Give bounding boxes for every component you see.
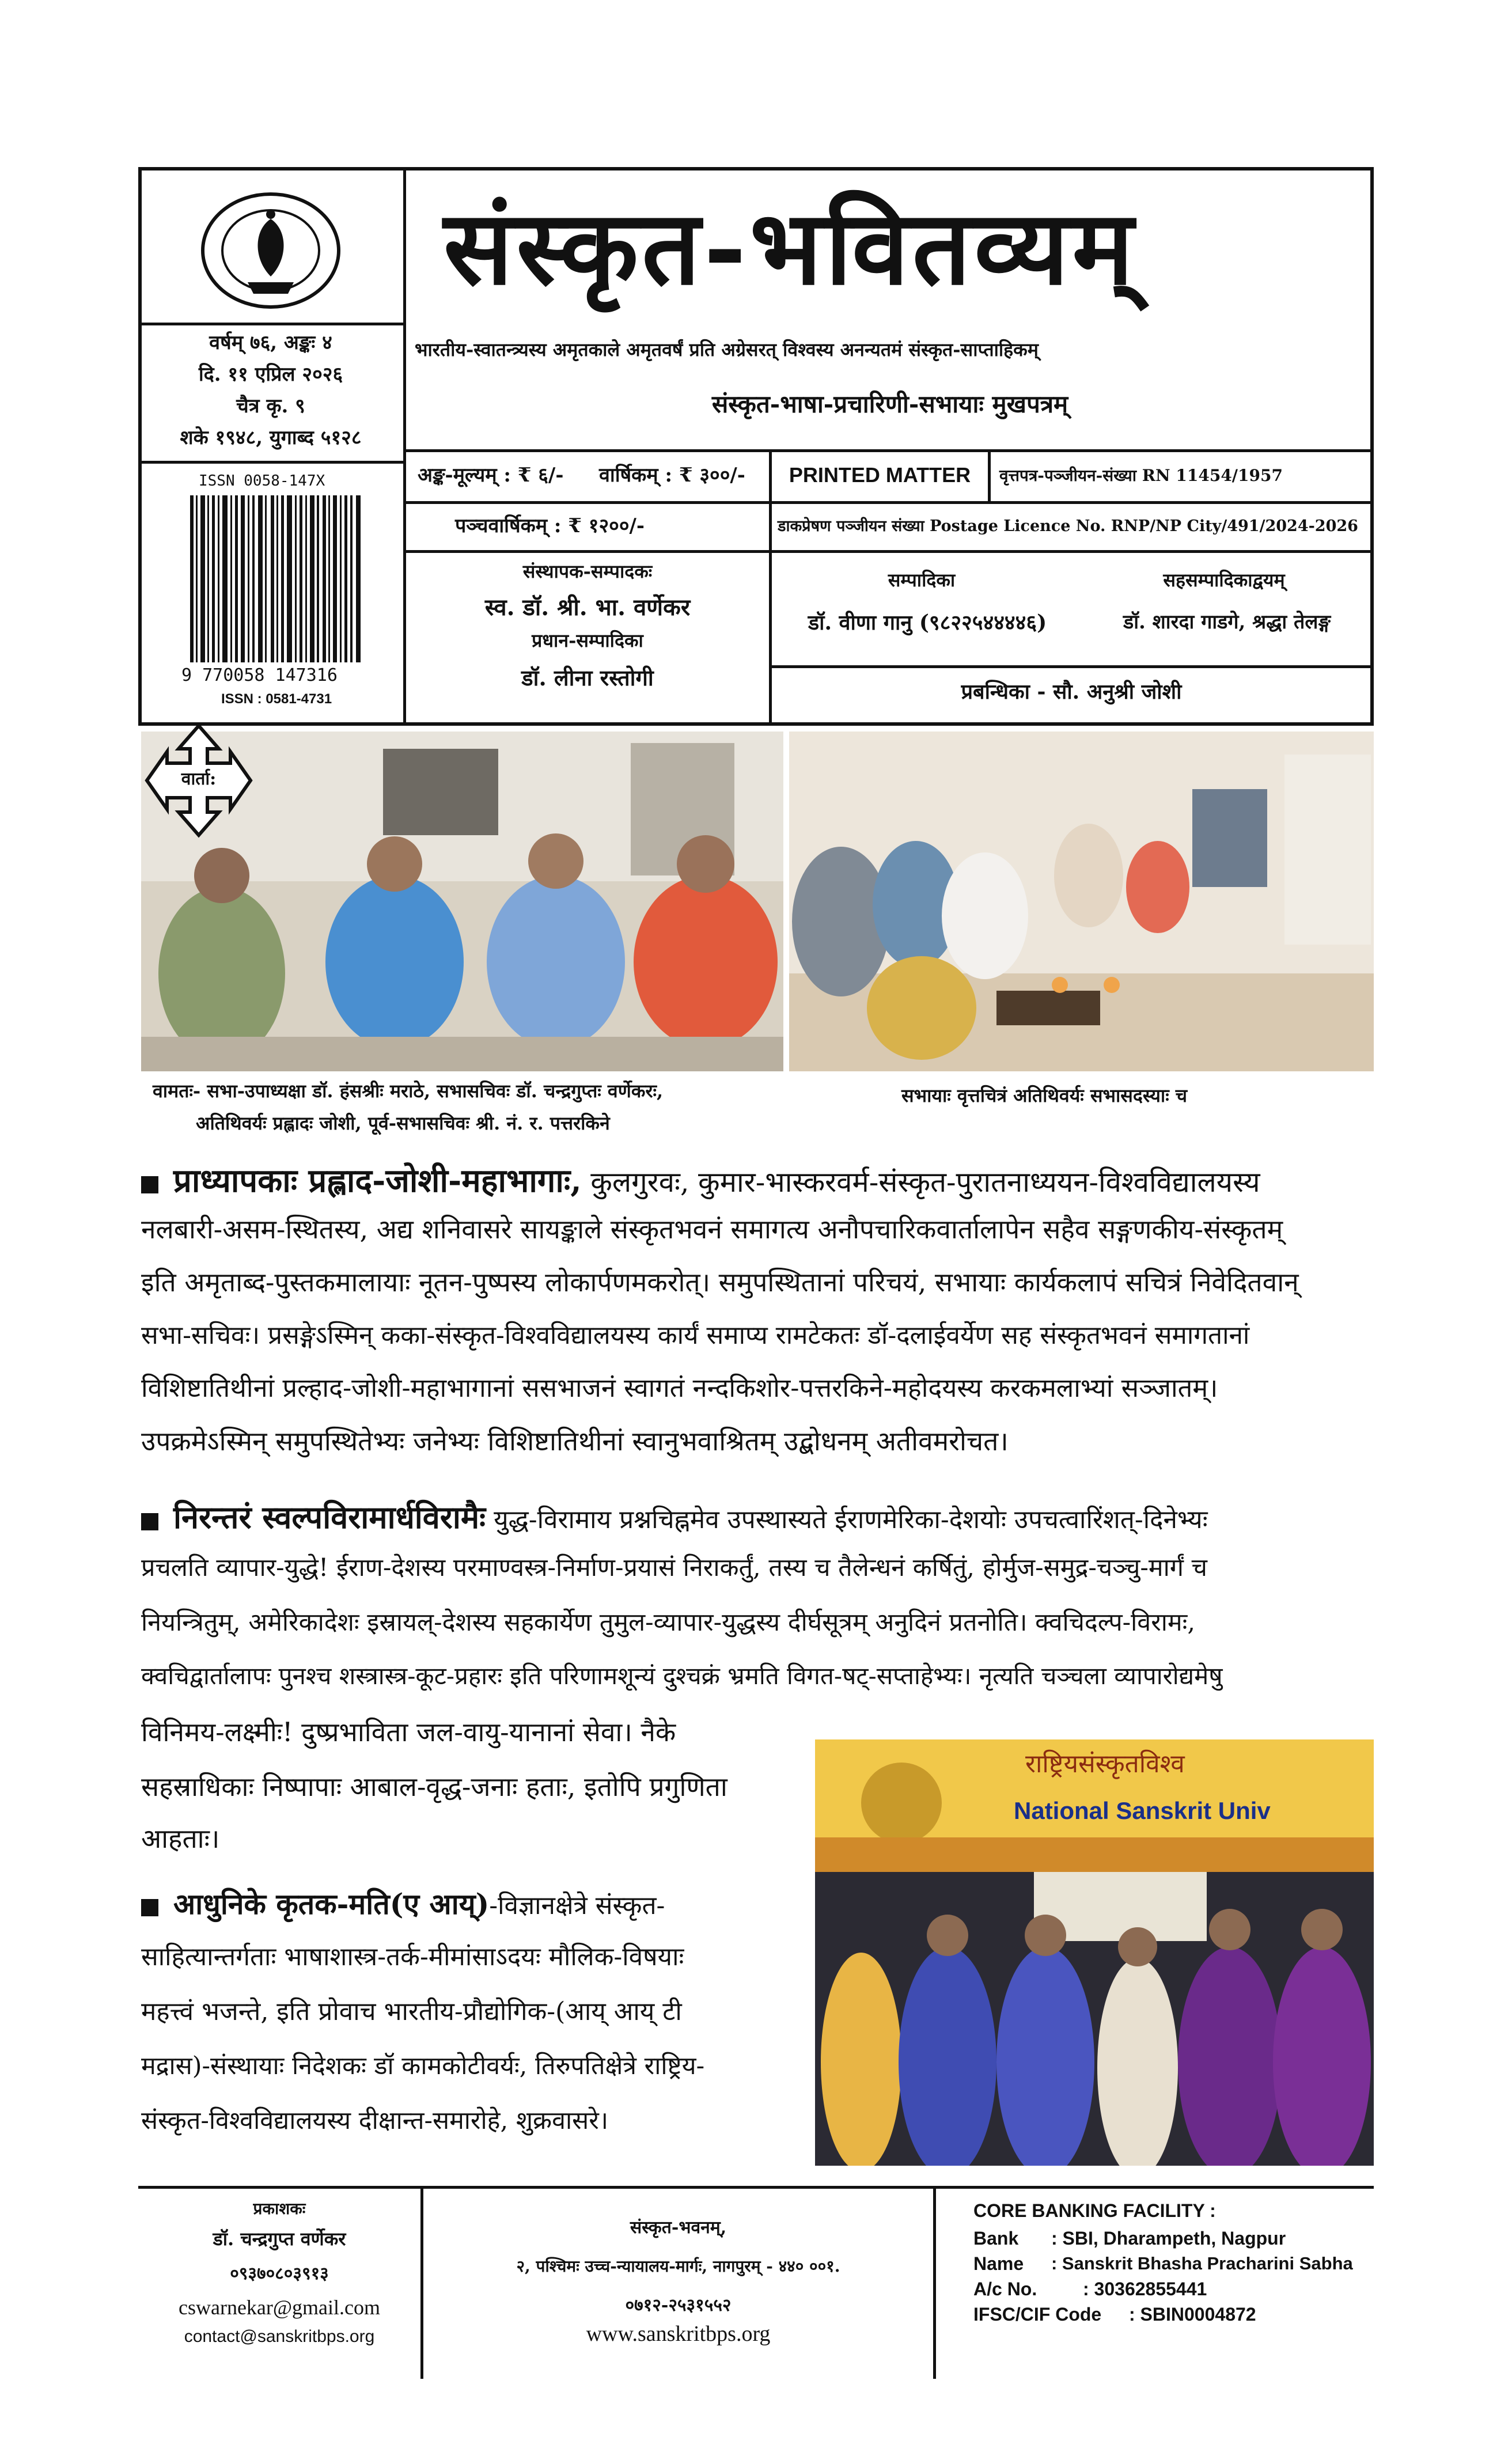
right-photo-caption: सभायाः वृत्तचित्रं अतिथिवर्यः सभासदस्याः च bbox=[901, 1085, 1188, 1106]
article-3-line-0 bbox=[141, 1883, 804, 1923]
bank-row-label: Bank bbox=[973, 2228, 1019, 2249]
grid-mid-line bbox=[403, 501, 1374, 504]
article-1-text: कुलगुरवः, कुमार-भास्करवर्म-संस्कृत-पुरातनाध्ययन-विश्वविद्यालयस्य bbox=[590, 1166, 1260, 1199]
article-2-text: युद्ध-विरामाय प्रश्नचिह्नमेव उपस्थास्यते ईराणमेरिका-देशयोः उपचत्वारिंशत्-दिनेभ्यः bbox=[494, 1505, 1208, 1534]
article-3-heading: आधुनिके कृतक-मति(ए आय्) bbox=[173, 1887, 490, 1921]
issn-bottom: ISSN : 0581-4731 bbox=[221, 691, 332, 707]
article-3-line-2: महत्त्वं भजन्ते, इति प्रोवाच भारतीय-प्रौद्योगिक-(आय् आय् टी bbox=[141, 1997, 682, 2026]
convocation-banner-hindi: राष्ट्रियसंस्कृतविश्व bbox=[1025, 1749, 1185, 1779]
bank-row-label: A/c No. bbox=[973, 2279, 1037, 2299]
address-phone: ०७१२-२५३१५५२ bbox=[625, 2295, 732, 2315]
coeditors-names: डॉ. शारदा गाडगे, श्रद्धा तेलङ्ग bbox=[1123, 611, 1331, 634]
article-2-line-5: सहस्राधिकाः निष्पापाः आबाल-वृद्ध-जनाः हताः, इतोपि प्रगुणिता bbox=[141, 1771, 727, 1802]
article-2-heading: निरन्तरं स्वल्पविरामार्धविरामैः bbox=[173, 1499, 486, 1536]
footer-divider-2 bbox=[933, 2189, 936, 2379]
article-3-line-4: संस्कृत-विश्वविद्यालयस्य दीक्षान्त-समारोहे, शुक्रवासरे। bbox=[141, 2106, 609, 2135]
bank-row-value: : Sanskrit Bhasha Pracharini Sabha bbox=[1051, 2253, 1353, 2273]
coeditors-label: सहसम्पादिकाद्वयम् bbox=[1163, 569, 1285, 591]
grid-manager-line bbox=[769, 665, 1374, 668]
bank-row-value: : SBI, Dharampeth, Nagpur bbox=[1051, 2228, 1286, 2249]
article-1-line-2: इति अमृताब्द-पुस्तकमालायाः नूतन-पुष्पस्य लोकार्पणमकरोत्। समुपस्थितानां परिचयं, सभायाः कार्यकलापं सचित्रं निवेदितवान् bbox=[141, 1267, 1299, 1298]
bank-row-label: IFSC/CIF Code bbox=[973, 2304, 1102, 2325]
article-3-line-3: मद्रास)-संस्थायाः निदेशकः डॉ कामकोटीवर्यः, तिरुपतिक्षेत्रे राष्ट्रिय- bbox=[141, 2052, 705, 2080]
news-badge-label: वार्ता: bbox=[181, 769, 217, 789]
article-1-line-0 bbox=[141, 1158, 1374, 1202]
article-1-line-3: सभा-सचिवः। प्रसङ्गेऽस्मिन् कका-संस्कृत-विश्वविद्यालयस्य कार्यं समाप्य रामटेकतः डॉ-दलाईवर्येण सह संस्कृतभवनं समागतानां bbox=[141, 1321, 1250, 1350]
article-1-line-4: विशिष्टातिथीनां प्रल्हाद-जोशी-महाभागानां ससभाजनं स्वागतं नन्दकिशोर-पत्तरकिने-महोदयस्य करकमलाभ्यां सञ्जातम्। bbox=[141, 1373, 1218, 1403]
publisher-label: प्रकाशकः bbox=[253, 2199, 306, 2218]
article-2-line-6: आहताः। bbox=[141, 1823, 220, 1854]
article-3-line-1: साहित्यान्तर्गताः भाषाशास्त्र-तर्क-मीमांसाऽदयः मौलिक-विषयाः bbox=[141, 1942, 684, 1972]
article-1-line-1: नलबारी-असम-स्थितस्य, अद्य शनिवासरे सायङ्काले संस्कृतभवनं समागत्य अनौपचारिकवार्तालापेन सहैव सङ्गणकीय-संस्कृतम् bbox=[141, 1214, 1283, 1245]
masthead-title: संस्कृत-भवितव्यम् bbox=[444, 187, 1137, 308]
issue-date: दि. ११ एप्रिल २०२६ bbox=[198, 363, 343, 386]
price-annual: वार्षिकम् : ₹ ३००/- bbox=[599, 464, 745, 487]
issue-shaka: शके १९४८, युगाब्द ५१२८ bbox=[180, 426, 362, 449]
barcode-number: 9 770058 147316 bbox=[181, 665, 338, 685]
article-3-text: -विज्ञानक्षेत्रे संस्कृत- bbox=[489, 1891, 665, 1920]
postal-licence: डाकप्रेषण पञ्जीयन संख्या Postage Licence No. RNP/NP City/491/2024-2026 bbox=[778, 517, 1358, 535]
article-2-line-2: नियन्त्रितुम्, अमेरिकादेशः इस्रायल्-देशस्य सहकार्येण तुमुल-व्यापार-युद्धस्य दीर्घसूत्रम् अनुदिनं प्रतनोति। क्वचिदल्प-विरामः, bbox=[141, 1608, 1196, 1637]
bank-row-value: : 30362855441 bbox=[1083, 2279, 1207, 2299]
bank-row-label: Name bbox=[973, 2253, 1024, 2274]
footer-top-line bbox=[138, 2186, 1374, 2189]
price-five-year: पञ्चवार्षिकम् : ₹ १२००/- bbox=[455, 514, 645, 537]
article-1-line-5: उपक्रमेऽस्मिन् समुपस्थितेभ्यः जनेभ्यः विशिष्टातिथीनां स्वानुभवाश्रितम् उद्बोधनम् अतीवमरोचत। bbox=[141, 1426, 1009, 1457]
bank-row-value: : SBIN0004872 bbox=[1129, 2304, 1256, 2325]
issue-info-divider bbox=[138, 323, 403, 325]
article-2-line-1: प्रचलति व्यापार-युद्धे! ईराण-देशस्य परमाण्वस्त्र-निर्माण-प्रयासं निराकर्तुं, तस्य च तैलेन्धनं कर्षितुं, होर्मुज-समुद्र-चञ्चु-मार्गं च bbox=[141, 1553, 1207, 1582]
rni-number: वृत्तपत्र-पञ्जीयन-संख्या RN 11454/1957 bbox=[999, 466, 1283, 485]
publisher-phone: ०९३७०८०३९१३ bbox=[230, 2264, 329, 2284]
masthead-tagline: संस्कृत-भाषा-प्रचारिणी-सभायाः मुखपत्रम् bbox=[711, 390, 1068, 418]
convocation-banner-english: National Sanskrit Univ bbox=[1014, 1797, 1271, 1824]
chief-editor-name: डॉ. लीना रस्तोगी bbox=[521, 665, 654, 691]
photo-sabha-documentary bbox=[789, 732, 1374, 1071]
bullet-icon bbox=[141, 1899, 158, 1916]
founder-name: स्व. डॉ. श्री. भा. वर्णेकर bbox=[484, 594, 691, 621]
address-line-2: २, पश्चिमः उच्च-न्यायालय-मार्गः, नागपुरम् - ४४० ००१. bbox=[516, 2257, 840, 2276]
issn-top: ISSN 0058-147X bbox=[199, 472, 325, 490]
manager-name: प्रबन्धिका - सौ. अनुश्री जोशी bbox=[961, 680, 1182, 704]
masthead-subtitle: भारतीय-स्वातन्त्र्यस्य अमृतकाले अमृतवर्षं प्रति अग्रेसरत् विश्वस्य अनन्यतमं संस्कृत-साप्ताहिकम् bbox=[415, 339, 1039, 361]
publisher-name: डॉ. चन्द्रगुप्त वर्णेकर bbox=[213, 2228, 346, 2250]
bullet-icon bbox=[141, 1176, 158, 1193]
issue-volume: वर्षम् ७६, अङ्कः ४ bbox=[209, 331, 332, 354]
printed-matter: PRINTED MATTER bbox=[789, 463, 971, 487]
grid-top-line bbox=[403, 449, 1374, 452]
price-single: अङ्क-मूल्यम् : ₹ ६/- bbox=[418, 464, 564, 487]
footer-divider-1 bbox=[420, 2189, 423, 2379]
header-left-divider bbox=[403, 167, 406, 726]
editor-name: डॉ. वीणा गानु (९८२२५४४४४६) bbox=[808, 611, 1047, 635]
address-line-1: संस्कृत-भवनम्, bbox=[630, 2218, 727, 2238]
issue-tithi: चैत्र कृ. ९ bbox=[236, 395, 305, 418]
publisher-email-1[interactable]: cswarnekar@gmail.com bbox=[178, 2296, 380, 2319]
publisher-email-2[interactable]: contact@sanskritbps.org bbox=[184, 2327, 375, 2346]
bank-title: CORE BANKING FACILITY : bbox=[973, 2200, 1216, 2221]
grid-printed-divider bbox=[988, 449, 991, 501]
grid-bottom-line bbox=[403, 550, 1374, 553]
editor-label: सम्पादिका bbox=[888, 569, 956, 591]
left-photo-caption-1: वामतः- सभा-उपाध्यक्षा डॉ. हंसश्रीः मराठे, सभासचिवः डॉ. चन्द्रगुप्तः वर्णेकरः, bbox=[153, 1080, 664, 1102]
founder-label: संस्थापक-सम्पादकः bbox=[522, 560, 653, 582]
bullet-icon bbox=[141, 1513, 158, 1530]
left-photo-caption-2: अतिथिवर्यः प्रह्लादः जोशी, पूर्व-सभासचिवः श्री. नं. र. पत्तरकिने bbox=[196, 1112, 610, 1134]
article-2-line-3: क्वचिद्वार्तालापः पुनश्च शस्त्रास्त्र-कूट-प्रहारः इति परिणामशून्यं दुश्चक्रं भ्रमति विगत-षट्-सप्ताहेभ्यः। नृत्यति चञ्चला व्यापारोद्यमेषु bbox=[141, 1662, 1223, 1690]
chief-editor-label: प्रधान-सम्पादिका bbox=[532, 630, 643, 651]
website-link[interactable]: www.sanskritbps.org bbox=[586, 2322, 771, 2346]
article-2-line-4: विनिमय-लक्ष्मीः! दुष्प्रभाविता जल-वायु-यानानां सेवा। नैके bbox=[141, 1716, 676, 1748]
article-2-line-0 bbox=[141, 1495, 1374, 1537]
shaka-divider bbox=[138, 461, 403, 464]
barcode bbox=[190, 495, 363, 662]
sabha-logo bbox=[190, 184, 351, 317]
article-1-heading: प्राध्यापकाः प्रह्लाद-जोशी-महाभागाः, bbox=[173, 1162, 582, 1200]
